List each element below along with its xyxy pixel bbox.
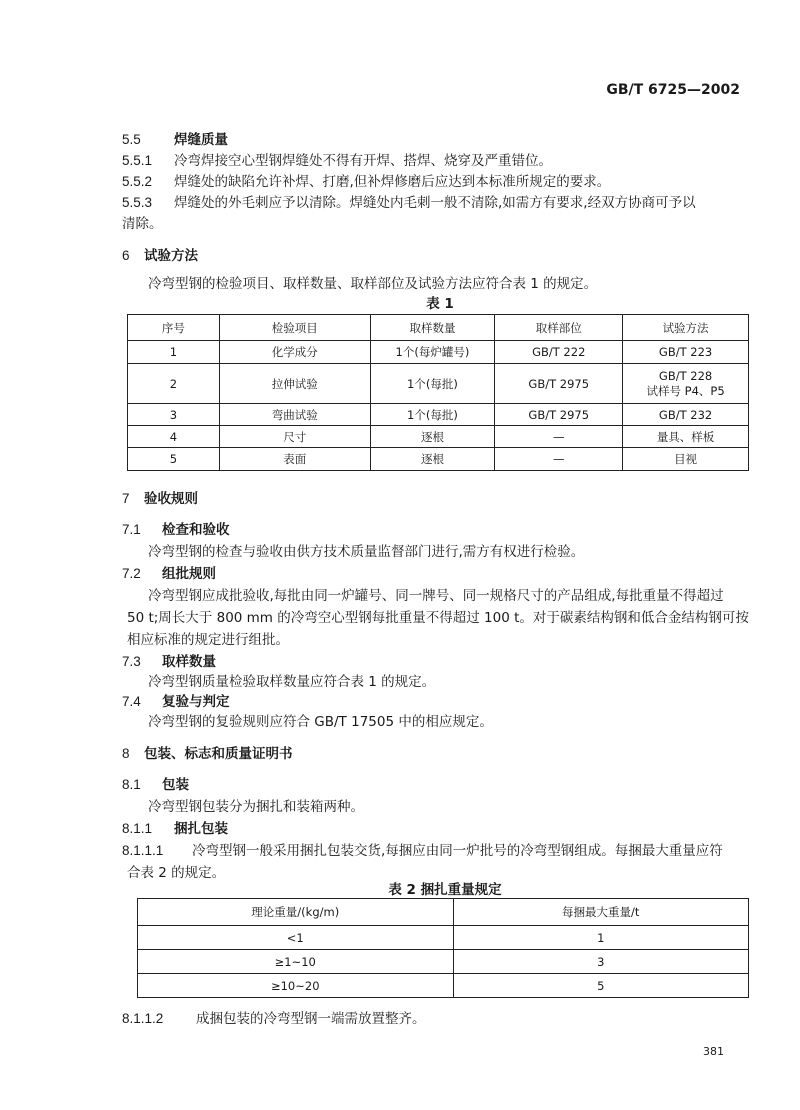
table-cell: 3 — [128, 404, 220, 426]
section-8-heading — [122, 742, 293, 762]
section-number: 8 — [122, 746, 130, 761]
table-cell: 拉伸试验 — [219, 364, 370, 404]
section-title: 试验方法 — [144, 248, 198, 264]
table-cell: 1个(每批) — [370, 404, 495, 426]
table-cell: — — [495, 426, 623, 448]
section-number: 8.1.1 — [122, 821, 153, 836]
table-row — [138, 950, 749, 974]
table-cell: GB/T 222 — [495, 341, 623, 364]
table-cell: 1 — [453, 926, 749, 950]
clause-number: 5.5.1 — [122, 153, 153, 168]
clause-text: 冷弯型钢一般采用捆扎包装交货,每捆应由同一炉批号的冷弯型钢组成。每捆最大重量应符 — [192, 843, 723, 859]
section-title: 焊缝质量 — [174, 132, 228, 148]
section-7-4-heading — [122, 690, 230, 710]
section-7-4-text: 冷弯型钢的复验规则应符合 GB/T 17505 中的相应规定。 — [148, 714, 493, 730]
section-7-2-heading — [122, 562, 216, 582]
section-7-heading — [122, 487, 198, 507]
table-row — [138, 926, 749, 950]
column-header: 检验项目 — [219, 315, 370, 341]
section-title: 捆扎包装 — [174, 821, 228, 837]
column-header: 理论重量/(kg/m) — [138, 899, 454, 926]
table-row — [128, 426, 749, 448]
table-row — [128, 341, 749, 364]
clause-8-1-1-1-continued: 合表 2 的规定。 — [127, 865, 226, 881]
clause-number: 5.5.3 — [122, 195, 153, 210]
column-header: 每捆最大重量/t — [453, 899, 749, 926]
column-header: 序号 — [128, 315, 220, 341]
section-7-2-line: 相应标准的规定进行组批。 — [127, 632, 289, 648]
table-cell — [623, 364, 749, 404]
table-cell: GB/T 223 — [623, 341, 749, 364]
column-header: 取样部位 — [495, 315, 623, 341]
section-7-2-line: 冷弯型钢应成批验收,每批由同一炉罐号、同一牌号、同一规格尺寸的产品组成,每批重量不得超过 — [148, 588, 724, 604]
table-1-caption: 表 1 — [426, 296, 454, 312]
section-title: 包装 — [162, 777, 189, 793]
clause-number: 8.1.1.2 — [122, 1011, 164, 1026]
clause-8-1-1-1 — [122, 839, 723, 859]
section-8-1-heading — [122, 773, 189, 793]
table-cell: ≥1~10 — [138, 950, 454, 974]
section-7-1-heading — [122, 518, 230, 538]
section-number: 6 — [122, 248, 130, 263]
table-header-row — [128, 315, 749, 341]
section-title: 包装、标志和质量证明书 — [144, 746, 293, 762]
section-5-5-heading — [122, 128, 228, 148]
table-cell: 量具、样板 — [623, 426, 749, 448]
section-number: 7.3 — [122, 654, 141, 669]
table-1 — [127, 314, 749, 471]
table-cell: 逐根 — [370, 448, 495, 471]
table-cell: 1个(每炉罐号) — [370, 341, 495, 364]
table-cell: 弯曲试验 — [219, 404, 370, 426]
clause-5-5-3 — [122, 191, 696, 211]
section-7-3-heading — [122, 650, 216, 670]
table-header-row — [138, 899, 749, 926]
table-cell: 尺寸 — [219, 426, 370, 448]
table-cell: 2 — [128, 364, 220, 404]
table-row — [128, 404, 749, 426]
table-cell: 5 — [453, 974, 749, 998]
section-8-1-text: 冷弯型钢包装分为捆扎和装箱两种。 — [148, 799, 364, 815]
clause-5-5-1 — [122, 149, 552, 169]
page-number: 381 — [703, 1045, 724, 1058]
clause-5-5-2 — [122, 170, 610, 190]
table-cell: 目视 — [623, 448, 749, 471]
table-cell: 化学成分 — [219, 341, 370, 364]
table-2 — [137, 898, 749, 998]
clause-text: 焊缝处的缺陷允许补焊、打磨,但补焊修磨后应达到本标准所规定的要求。 — [174, 174, 611, 190]
section-number: 7 — [122, 491, 130, 506]
section-7-3-text: 冷弯型钢质量检验取样数量应符合表 1 的规定。 — [148, 674, 436, 690]
table-2-caption: 表 2 捆扎重量规定 — [388, 882, 502, 898]
table-cell: 3 — [453, 950, 749, 974]
table-cell: 逐根 — [370, 426, 495, 448]
clause-8-1-1-2 — [122, 1007, 426, 1027]
table-cell: 5 — [128, 448, 220, 471]
table-cell: 表面 — [219, 448, 370, 471]
section-title: 检查和验收 — [162, 522, 230, 538]
section-8-1-1-heading — [122, 817, 228, 837]
table-cell: 1 — [128, 341, 220, 364]
section-number: 7.4 — [122, 694, 141, 709]
clause-number: 8.1.1.1 — [122, 843, 164, 858]
column-header: 取样数量 — [370, 315, 495, 341]
section-number: 5.5 — [122, 132, 141, 147]
table-cell: GB/T 2975 — [495, 404, 623, 426]
section-number: 7.2 — [122, 566, 141, 581]
table-row — [128, 364, 749, 404]
clause-number: 5.5.2 — [122, 174, 153, 189]
cell-line: 试样号 P4、P5 — [646, 383, 725, 398]
clause-5-5-3-continued: 清除。 — [122, 216, 163, 232]
table-cell: <1 — [138, 926, 454, 950]
table-cell: 4 — [128, 426, 220, 448]
cell-line: GB/T 228 — [658, 368, 713, 383]
table-row — [138, 974, 749, 998]
section-title: 验收规则 — [144, 491, 198, 507]
clause-text: 成捆包装的冷弯型钢一端需放置整齐。 — [196, 1011, 426, 1027]
section-number: 7.1 — [122, 522, 141, 537]
section-title: 组批规则 — [162, 566, 216, 582]
section-6-intro: 冷弯型钢的检验项目、取样数量、取样部位及试验方法应符合表 1 的规定。 — [148, 276, 598, 292]
section-number: 8.1 — [122, 777, 141, 792]
table-row — [128, 448, 749, 471]
clause-text: 焊缝处的外毛刺应予以清除。焊缝处内毛刺一般不清除,如需方有要求,经双方协商可予以 — [174, 195, 696, 211]
table-cell: — — [495, 448, 623, 471]
clause-text: 冷弯焊接空心型钢焊缝处不得有开焊、搭焊、烧穿及严重错位。 — [174, 153, 552, 169]
section-title: 取样数量 — [162, 654, 216, 670]
table-cell: ≥10~20 — [138, 974, 454, 998]
table-cell: GB/T 232 — [623, 404, 749, 426]
table-cell: 1个(每批) — [370, 364, 495, 404]
section-7-2-line: 50 t;周长大于 800 mm 的冷弯空心型钢每批重量不得超过 100 t。对于碳素结构钢和低合金结构钢可按 — [127, 610, 749, 626]
section-7-1-text: 冷弯型钢的检查与验收由供方技术质量监督部门进行,需方有权进行检验。 — [148, 544, 585, 560]
section-6-heading — [122, 244, 198, 264]
section-title: 复验与判定 — [162, 694, 230, 710]
column-header: 试验方法 — [623, 315, 749, 341]
table-cell: GB/T 2975 — [495, 364, 623, 404]
standard-number: GB/T 6725—2002 — [606, 82, 740, 98]
